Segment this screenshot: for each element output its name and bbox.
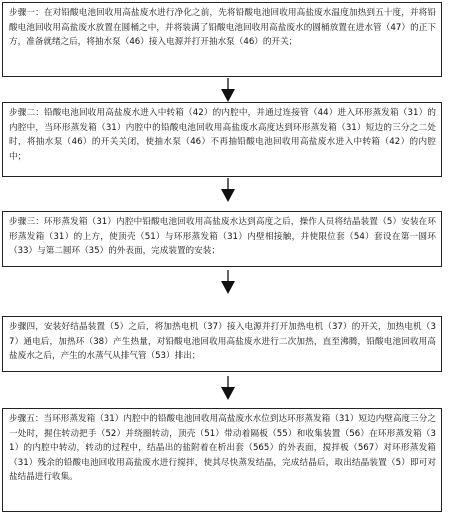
step-4-box xyxy=(2,316,442,372)
step-2-box xyxy=(2,102,442,177)
step-1-text: 步骤一：在对铅酸电池回收用高盐废水进行净化之前，先将铅酸电池回收用高盐废水温度加热到五十度，并将铅酸电池回收用高盐废水放置在圆桶之中，并将装满了铅酸电池回收用高盐废水的圆桶放置在进水管（47）的正下方，准备就绪之后，将抽水泵（46）接入电源并打开抽水泵（46）的开关； xyxy=(9,8,436,48)
step-5-box xyxy=(2,408,442,512)
step-1-box xyxy=(2,2,442,77)
step-4-text: 步骤四，安装好结晶装置（5）之后，将加热电机（37）接入电源并打开加热电机（37）的开关，加热电机（37）通电后，加热环（38）产生热量，对铅酸电池回收用高盐废水进行二次加热，直至沸腾，铅酸电池回收用高盐废水之后，产生的水蒸气从排气管（53）排出； xyxy=(9,322,436,362)
step-5-text: 步骤五：当环形蒸发箱（31）内腔中的铅酸电池回收用高盐废水水位到达环形蒸发箱（31）短边内壁高度三分之一处时，握住转动把手（52）并绕圈转动，顶壳（51）带动着隔板（55）和收集装置（56）在环形蒸发箱（31）的内腔中转动，转动的过程中，结晶出的盐附着在析出套（565）的外表面，搅拌板（567）对环形蒸发箱（31）残余的铅酸电池回收用高盐废水进行搅拌，使其尽快蒸发结晶，完成结晶后，取出结晶装置（5）即可对盐结晶进行收集。 xyxy=(9,414,436,483)
arrow-down-icon xyxy=(221,78,235,102)
step-2-text: 步骤二：铅酸电池回收用高盐废水进入中转箱（42）的内腔中，并通过连接管（44）进入环形蒸发箱（31）的内腔中，当环形蒸发箱（31）内腔中的铅酸电池回收用高盐废水高度达到环形蒸发箱（31）短边的三分之二处时，将抽水泵（46）的开关关闭，使抽水泵（46）不再抽铅酸电池回收用高盐废水进入中转箱（42）的内腔中； xyxy=(9,108,436,162)
arrow-down-icon xyxy=(221,376,235,400)
step-3-box xyxy=(2,211,442,267)
step-3-text: 步骤三：环形蒸发箱（31）内腔中铅酸电池回收用高盐废水达到高度之后，操作人员将结晶装置（5）安装在环形蒸发箱（31）的上方，使顶壳（51）与环形蒸发箱（31）内壁相接触，并使限位套（54）套设在第一圆环（33）与第二圆环（35）的外表面，完成装置的安装； xyxy=(9,217,436,257)
arrow-down-icon xyxy=(221,270,235,294)
arrow-down-icon xyxy=(221,178,235,202)
